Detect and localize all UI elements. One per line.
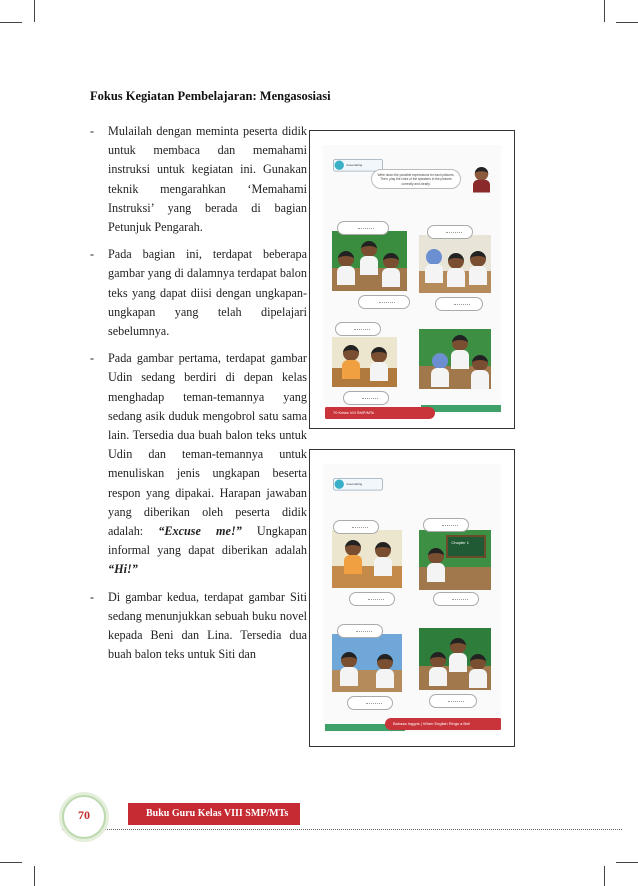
speech-bubble (427, 225, 473, 239)
speech-bubble (349, 592, 395, 606)
list-item: - Di gambar kedua, terdapat gambar Siti sedang menunjukkan sebuah buku novel kepada Beni dan Lina. Tersedia dua buah balon teks untuk Siti dan (90, 589, 307, 662)
instruction-bubble: Write down the possible expressions for each pictures. Then, play the roles of the speakers in the pictures correctly and clearly. (371, 169, 461, 189)
list-item-text: Ungkapan informal yang dapat diberikan adalah (108, 524, 307, 558)
associating-tag: Associating (333, 159, 383, 171)
picture-udin-classroom (332, 231, 407, 291)
student-book-thumbnail-1 (309, 130, 515, 429)
crop-mark (616, 22, 638, 23)
thumb-footer-bar: Bahasa Inggris | When English Rings a Bell (385, 718, 501, 730)
body-text (90, 122, 307, 672)
list-item-text: Mulailah dengan meminta peserta didik untuk membaca dan memahami instruksi untuk kegiatan ini. Gunakan teknik mengarahkan ‘Memahami Instruksi’ yang berada di bagian Petunjuk Pengarah. (108, 124, 307, 235)
picture-third (332, 337, 397, 387)
list-item-text: Di gambar kedua, terdapat gambar Siti sedang menunjukkan sebuah buku novel kepada Beni dan Lina. Tersedia dua buah balon teks untuk Siti dan (108, 589, 307, 662)
speech-bubble (433, 592, 479, 606)
section-heading: Fokus Kegiatan Pembelajaran: Mengasosiasi (90, 89, 331, 103)
speech-bubble (337, 624, 383, 638)
picture-classroom-desk (332, 530, 402, 588)
speech-bubble (343, 391, 389, 405)
speech-bubble (358, 295, 410, 309)
expression-hi: “Hi!” (108, 562, 138, 577)
list-item-text: Pada gambar pertama, terdapat gambar Udin sedang berdiri di depan kelas menghadap teman-temannya yang sedang asik duduk mengobrol satu sama lain. Tersedia dua buah balon teks untuk Udin dan teman-temannya untuk menuliskan jenis ungkapan beserta respon yang dipakai. Harapan jawaban yang diberikan oleh peserta didik adalah: (108, 351, 307, 539)
crop-mark (604, 0, 605, 22)
book-title: Buku Guru Kelas VIII SMP/MTs (146, 808, 289, 819)
board-label: Chapter 1 (451, 539, 469, 545)
list-item: - Pada bagian ini, terdapat beberapa gambar yang di dalamnya terdapat balon teks yang dapat diisi dengan ungkapan-ungkapan yang telah dipelajari sebelumnya. (90, 247, 307, 339)
page-number-badge (62, 795, 106, 839)
associating-icon (335, 480, 344, 489)
speech-bubble (335, 322, 381, 336)
picture-siti-book (419, 235, 491, 293)
associating-tag: Associating (333, 478, 383, 490)
list-item-text: Pada bagian ini, terdapat beberapa gambar yang di dalamnya terdapat balon teks yang dapat diisi dengan ungkapan-ungkapan yang telah dipelajari sebelumnya. (108, 247, 307, 339)
expression-excuse-me: “Excuse me!” (158, 524, 242, 539)
speech-bubble (429, 694, 477, 708)
crop-mark (616, 862, 638, 863)
student-book-thumbnail-2 (309, 449, 515, 747)
footer-title-bar (128, 803, 300, 825)
page-number: 70 (78, 808, 90, 822)
crop-mark (0, 22, 22, 23)
footer-dotted-line (62, 829, 622, 830)
crop-mark (34, 0, 35, 22)
picture-map-board (332, 634, 402, 692)
teacher-illustration (473, 167, 490, 193)
speech-bubble (337, 221, 389, 235)
list-item: - Pada gambar pertama, terdapat gambar Udin sedang berdiri di depan kelas menghadap teman-temannya yang sedang asik duduk mengobrol satu sama lain. Tersedia dua buah balon teks untuk Udin dan teman-temannya untuk menuliskan jenis ungkapan beserta respon yang dipakai. Harapan jawaban yang diberikan oleh peserta didik adalah: “Excuse me!” Ungkapan informal yang dapat diberikan adalah “Hi!” (90, 351, 307, 577)
crop-mark (0, 862, 22, 863)
speech-bubble (347, 696, 393, 710)
picture-green-class (419, 628, 491, 690)
picture-fourth (419, 329, 491, 389)
crop-mark (34, 866, 35, 886)
picture-chapter-board (419, 530, 491, 590)
crop-mark (604, 866, 605, 886)
thumb-footer-bar: 70 Kelas VIII SMP/MTs (325, 407, 435, 419)
speech-bubble (423, 518, 469, 532)
speech-bubble (435, 297, 483, 311)
list-item: - Mulailah dengan meminta peserta didik untuk membaca dan memahami instruksi untuk kegiatan ini. Gunakan teknik mengarahkan ‘Memahami Instruksi’ yang berada di bagian Petunjuk Pengarah. (90, 124, 307, 235)
associating-icon (335, 161, 344, 170)
speech-bubble (333, 520, 379, 534)
